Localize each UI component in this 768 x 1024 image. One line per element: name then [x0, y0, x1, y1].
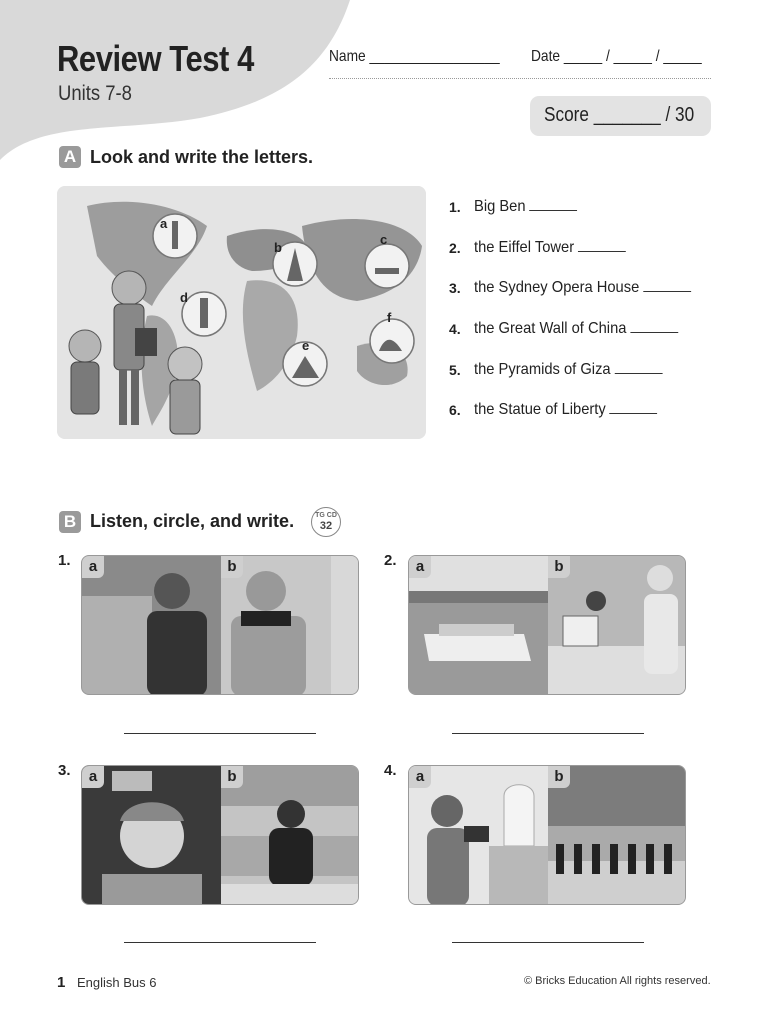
- map-label-d: d: [180, 290, 188, 305]
- page-number: 1: [57, 974, 66, 991]
- header-curve-shape: [0, 0, 360, 170]
- world-map-illustration: [57, 186, 426, 439]
- photo-option-b[interactable]: b: [548, 766, 686, 905]
- landmark-text: the Sydney Opera House: [474, 279, 640, 296]
- copyright-notice: © Bricks Education All rights reserved.: [524, 975, 711, 987]
- photo-option-a[interactable]: a: [82, 556, 221, 695]
- photo-option-b[interactable]: b: [221, 766, 359, 905]
- name-field[interactable]: Name _________________: [329, 48, 500, 65]
- landmark-text: the Great Wall of China: [474, 320, 627, 337]
- photo-question-number: 1.: [58, 552, 71, 569]
- page-subtitle: Units 7-8: [58, 82, 132, 105]
- map-label-c: c: [380, 232, 388, 247]
- answer-blank[interactable]: [578, 240, 626, 252]
- photo-option-a[interactable]: a: [409, 766, 548, 905]
- book-title: English Bus 6: [77, 975, 157, 990]
- answer-line-4[interactable]: [452, 942, 644, 943]
- answer-line-1[interactable]: [124, 733, 316, 734]
- section-a-badge: A: [59, 146, 81, 168]
- answer-blank[interactable]: [643, 280, 691, 292]
- answer-blank[interactable]: [630, 321, 678, 333]
- answer-blank[interactable]: [609, 402, 657, 414]
- photo-option-b[interactable]: b: [548, 556, 686, 695]
- landmark-text: the Statue of Liberty: [474, 401, 606, 418]
- photo-pair-1: [81, 555, 359, 695]
- answer-line-3[interactable]: [124, 942, 316, 943]
- photo-option-a[interactable]: a: [409, 556, 548, 695]
- photo-question-number: 4.: [384, 762, 397, 779]
- map-label-b: b: [274, 240, 282, 255]
- landmark-text: the Pyramids of Giza: [474, 361, 611, 378]
- photo-option-b[interactable]: b: [221, 556, 359, 695]
- landmark-text: the Eiffel Tower: [474, 239, 575, 256]
- map-label-e: e: [302, 338, 310, 353]
- map-label-a: a: [160, 216, 168, 231]
- map-label-f: f: [387, 310, 392, 325]
- photo-pair-3: [81, 765, 359, 905]
- answer-line-2[interactable]: [452, 733, 644, 734]
- score-field[interactable]: Score _______ / 30: [544, 104, 695, 126]
- photo-pair-4: [408, 765, 686, 905]
- answer-blank[interactable]: [614, 362, 662, 374]
- answer-blank[interactable]: [529, 199, 577, 211]
- date-field[interactable]: Date _____ / _____ / _____: [531, 48, 702, 65]
- section-a-title: Look and write the letters.: [90, 147, 314, 167]
- audio-cd-icon[interactable]: TG CD 32: [311, 507, 341, 537]
- page-title: Review Test 4: [57, 38, 254, 79]
- section-b-badge: B: [59, 511, 81, 533]
- photo-option-a[interactable]: a: [82, 766, 221, 905]
- header-divider: [329, 78, 711, 79]
- landmark-text: Big Ben: [474, 198, 526, 215]
- photo-question-number: 3.: [58, 762, 71, 779]
- photo-pair-2: [408, 555, 686, 695]
- section-b-title: Listen, circle, and write.: [90, 511, 295, 531]
- photo-question-number: 2.: [384, 552, 397, 569]
